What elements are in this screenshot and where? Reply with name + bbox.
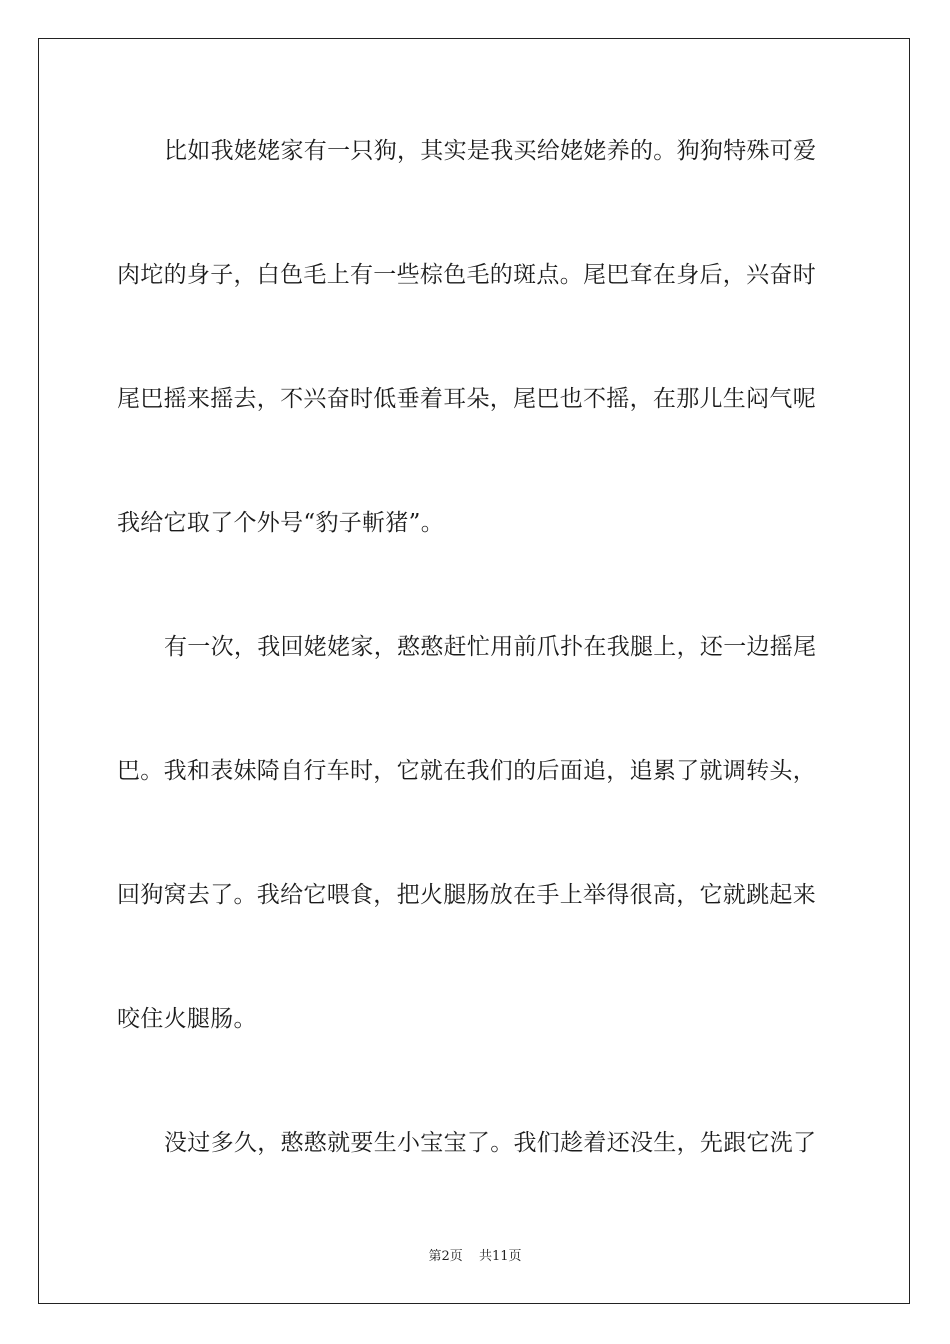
- paragraph-line: 尾巴摇来摇去，不兴奋时低垂着耳朵，尾巴也不摇，在那儿生闷气呢: [117, 386, 816, 412]
- page-border: [38, 38, 910, 1304]
- page-number: 第2页: [428, 1249, 463, 1264]
- paragraph-line: 肉坨的身子，白色毛上有一些棕色毛的斑点。尾巴耷在身后，兴奋时: [117, 262, 816, 288]
- paragraph-line: 没过多久，憨憨就要生小宝宝了。我们趁着还没生，先跟它洗了: [164, 1130, 817, 1156]
- paragraph-line: 有一次，我回姥姥家，憨憨赶忙用前爪扑在我腿上，还一边摇尾: [164, 634, 817, 660]
- paragraph-line: 回狗窝去了。我给它喂食，把火腿肠放在手上举得很高，它就跳起来: [117, 882, 816, 908]
- paragraph-line: 巴。我和表妹陭自行车时，它就在我们的后面追，追累了就调转头，: [117, 758, 816, 784]
- paragraph-line: 比如我姥姥家有一只狗，其实是我买给姥姥养的。狗狗特殊可爱: [164, 138, 817, 164]
- paragraph-line: 咬住火腿肠。: [117, 1006, 257, 1032]
- paragraph-line: 我给它取了个外号“豹子斬猪”。: [117, 510, 445, 536]
- page-total: 共11页: [478, 1249, 522, 1264]
- page-footer: [0, 1245, 950, 1264]
